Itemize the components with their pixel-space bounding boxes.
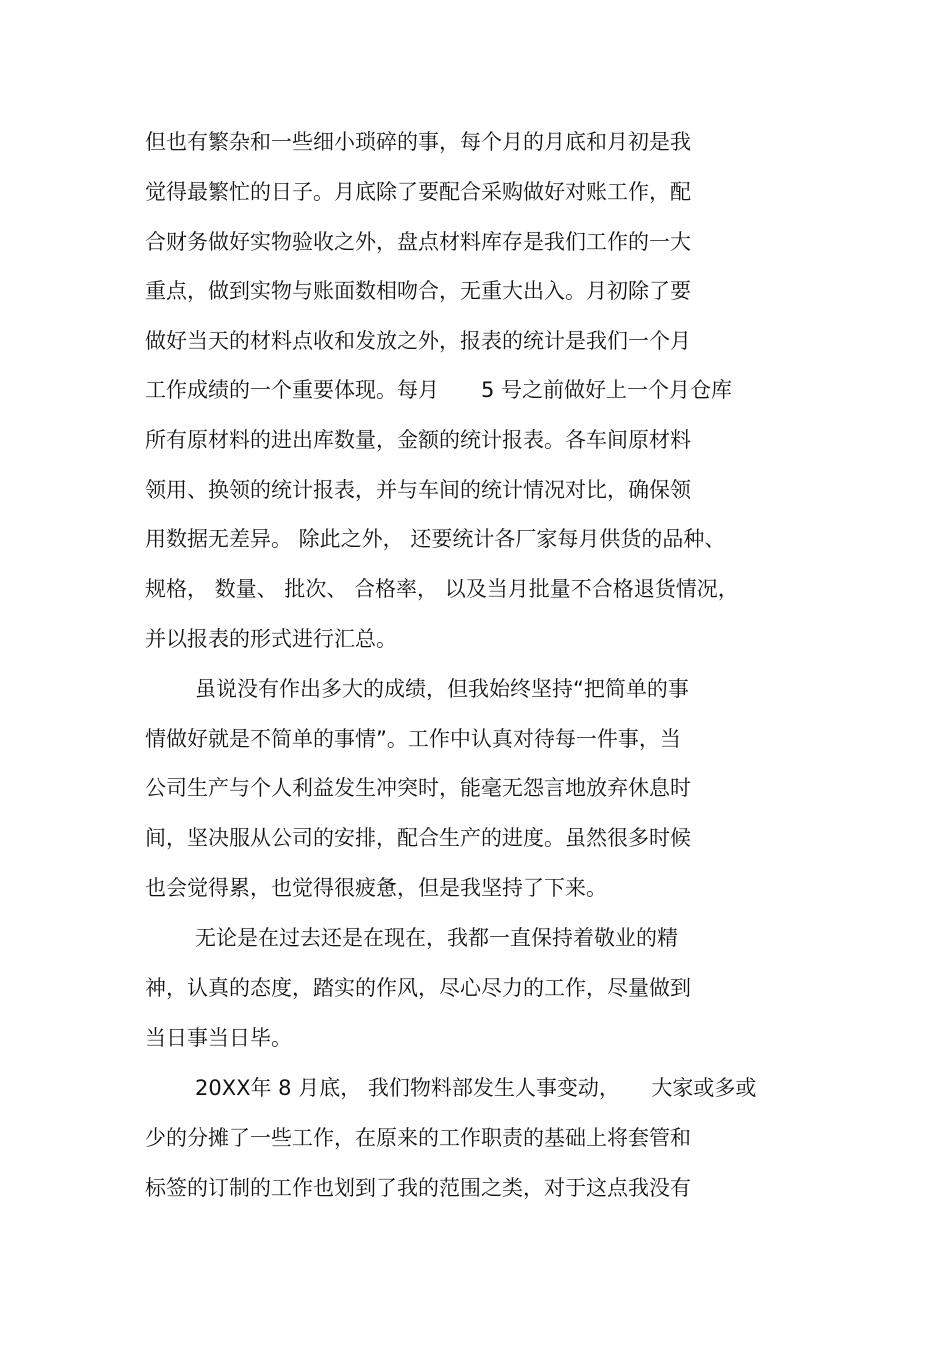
text-line: 工作成绩的一个重要体现。每月 5 号之前做好上一个月仓库 (145, 378, 733, 402)
text-line: 当日事当日毕。 (145, 1026, 292, 1050)
text-line: 觉得最繁忙的日子。月底除了要配合采购做好对账工作，配 (145, 180, 691, 204)
paragraph-start-line: 20XX年 8 月底， 我们物料部发生人事变动， 大家或多或 (195, 1076, 757, 1100)
text-line: 规格， 数量、 批次、 合格率， 以及当月批量不合格退货情况， (145, 577, 739, 601)
text-line: 间，坚决服从公司的安排，配合生产的进度。虽然很多时候 (145, 826, 691, 850)
text-line: 所有原材料的进出库数量，金额的统计报表。各车间原材料 (145, 428, 691, 452)
paragraph-start-line: 无论是在过去还是在现在，我都一直保持着敬业的精 (195, 926, 678, 950)
text-line: 情做好就是不简单的事情”。工作中认真对待每一件事，当 (145, 727, 681, 751)
paragraph-start-line: 虽说没有作出多大的成绩，但我始终坚持“把简单的事 (195, 677, 689, 701)
text-line: 重点，做到实物与账面数相吻合，无重大出入。月初除了要 (145, 279, 691, 303)
text-line: 但也有繁杂和一些细小琐碎的事，每个月的月底和月初是我 (145, 130, 691, 154)
text-line: 公司生产与个人利益发生冲突时，能毫无怨言地放弃休息时 (145, 776, 691, 800)
text-line: 合财务做好实物验收之外，盘点材料库存是我们工作的一大 (145, 230, 691, 254)
text-line: 做好当天的材料点收和发放之外，报表的统计是我们一个月 (145, 329, 691, 353)
text-line: 领用、换领的统计报表，并与车间的统计情况对比，确保领 (145, 478, 691, 502)
text-line: 少的分摊了一些工作，在原来的工作职责的基础上将套管和 (145, 1126, 691, 1150)
text-line: 神，认真的态度，踏实的作风，尽心尽力的工作，尽量做到 (145, 976, 691, 1000)
text-line: 用数据无差异。 除此之外， 还要统计各厂家每月供货的品种、 (145, 527, 726, 551)
text-line: 并以报表的形式进行汇总。 (145, 627, 397, 651)
text-line: 也会觉得累，也觉得很疲惫，但是我坚持了下来。 (145, 876, 607, 900)
text-line: 标签的订制的工作也划到了我的范围之类，对于这点我没有 (145, 1176, 691, 1200)
